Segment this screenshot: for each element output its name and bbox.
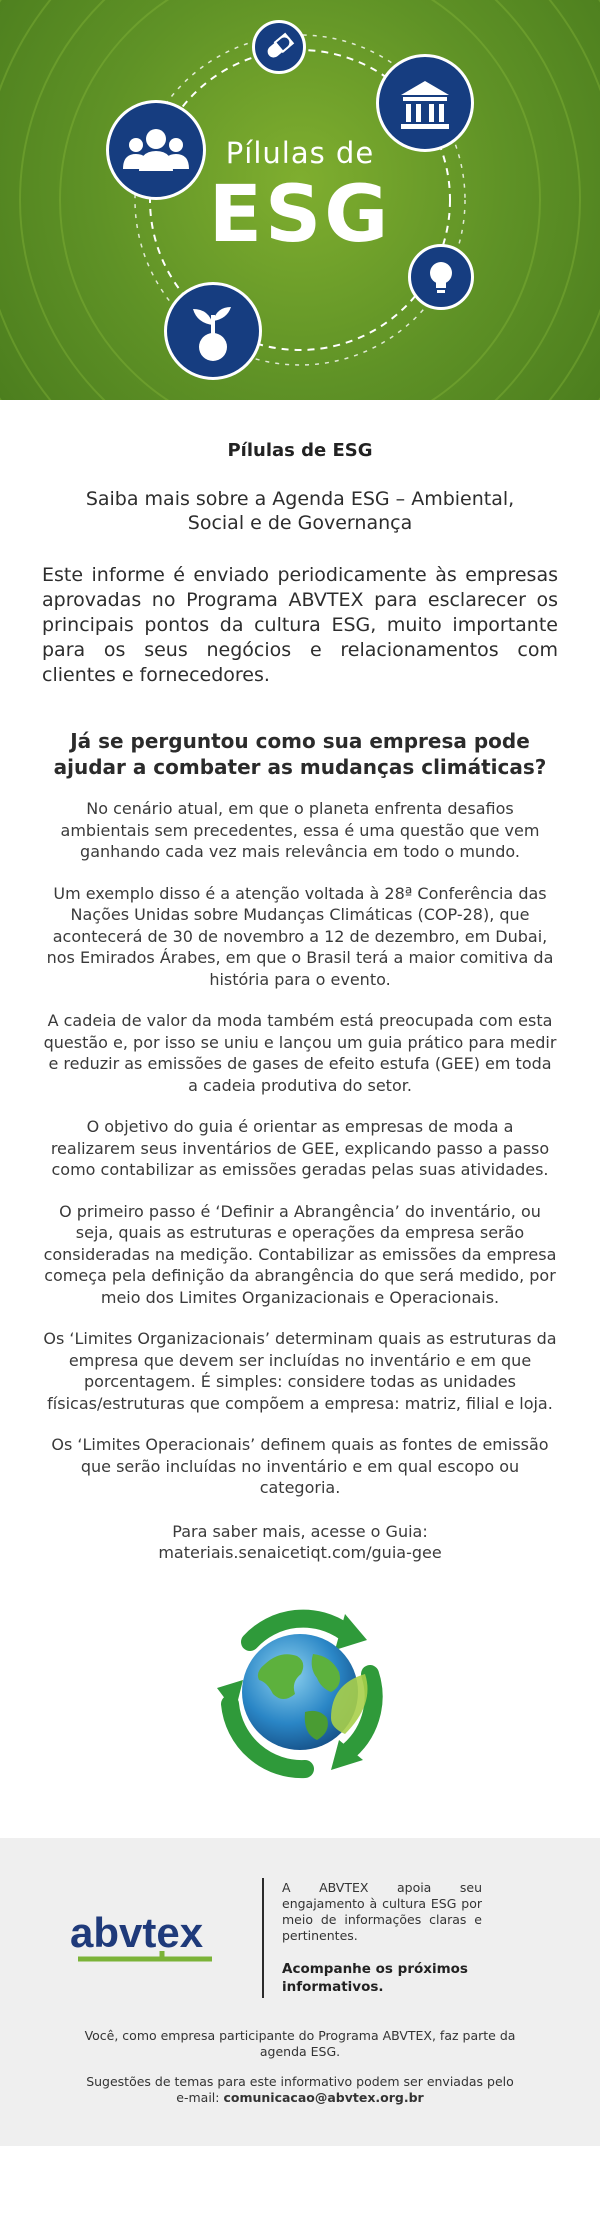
page-title: Pílulas de ESG bbox=[227, 440, 373, 461]
guide-callout bbox=[42, 1521, 558, 1564]
guide-label: Para saber mais, acesse o Guia: bbox=[172, 1521, 428, 1541]
pill-icon bbox=[252, 20, 306, 74]
header-main-title: ESG bbox=[208, 170, 392, 260]
intro-paragraph: Este informe é enviado periodicamente às empresas aprovadas no Programa ABVTEX para esclarecer os principais pontos da cultura ESG, muito importante para os seus negócios e relacionamentos com clientes e fornecedores. bbox=[42, 564, 558, 686]
paragraph: A cadeia de valor da moda também está preocupada com esta questão e, por isso se uniu e lançou um guia prático para medir e reduzir as emissões de gases de efeito estufa (GEE) em toda a cadeia produtiva do setor. bbox=[43, 1011, 557, 1095]
paragraph: O primeiro passo é ‘Definir a Abrangência’ do inventário, ou seja, quais as estruturas e operações da empresa serão consideradas na medição. Contabilizar as emissões da empresa começa pela definição da abrangência do que será medido, por meio dos Limites Organizacionais e Operacionais. bbox=[43, 1201, 557, 1307]
follow-text: Acompanhe os próximos informativos. bbox=[282, 1960, 468, 1995]
header-subtitle: Pílulas de bbox=[225, 136, 375, 170]
paragraph: Um exemplo disso é a atenção voltada à 28ª Conferência das Nações Unidas sobre Mudanças Climáticas (COP-28), que acontecerá de 30 de novembro a 12 de dezembro, em Dubai, nos Emirados Árabes, em que o Brasil terá a maior comitiva da história para o evento. bbox=[46, 883, 554, 989]
paragraph: Os ‘Limites Operacionais’ definem quais as fontes de emissão que serão incluídas no inventário e em qual escopo ou categoria. bbox=[51, 1435, 549, 1497]
header-banner bbox=[0, 0, 600, 400]
footer-note: Você, como empresa participante do Programa ABVTEX, faz parte da agenda ESG. bbox=[84, 2027, 516, 2059]
section-question: Já se perguntou como sua empresa pode ajudar a combater as mudanças climáticas? bbox=[53, 729, 547, 779]
paragraph: No cenário atual, em que o planeta enfrenta desafios ambientais sem precedentes, essa é uma questão que vem ganhando cada vez mais relevância em todo o mundo. bbox=[60, 799, 540, 861]
logo-text: abvtex bbox=[70, 1908, 204, 1956]
paragraph: O objetivo do guia é orientar as empresas de moda a realizarem seus inventários de GEE, explicando passo a passo como contabilizar as emissões geradas pelas suas atividades. bbox=[50, 1117, 550, 1179]
email-link[interactable]: comunicacao@abvtex.org.br bbox=[223, 2089, 424, 2105]
recycling-globe-icon bbox=[195, 1584, 405, 1794]
footer-divider bbox=[262, 1878, 264, 1998]
suggestions-text: Sugestões de temas para este informativo podem ser enviadas pelo e-mail: bbox=[86, 2073, 514, 2105]
support-text: A ABVTEX apoia seu engajamento à cultura ESG por meio de informações claras e pertinentes. bbox=[282, 1879, 482, 1943]
footer-suggestions bbox=[40, 2074, 560, 2106]
globe-illustration bbox=[42, 1584, 558, 1794]
newsletter-body bbox=[0, 400, 600, 1804]
plant-icon bbox=[164, 282, 262, 380]
page-subtitle: Saiba mais sobre a Agenda ESG – Ambiental, Social e de Governança bbox=[85, 488, 515, 534]
footer bbox=[0, 1838, 600, 2146]
paragraph: Os ‘Limites Organizacionais’ determinam quais as estruturas da empresa que devem ser incluídas no inventário e em que porcentagem. É simples: considere todas as unidades físicas/estruturas que compõem a empresa: matriz, filial e loja. bbox=[43, 1329, 557, 1413]
guide-link[interactable]: materiais.senaicetiqt.com/guia-gee bbox=[158, 1543, 442, 1562]
abvtex-logo bbox=[40, 1903, 250, 1973]
